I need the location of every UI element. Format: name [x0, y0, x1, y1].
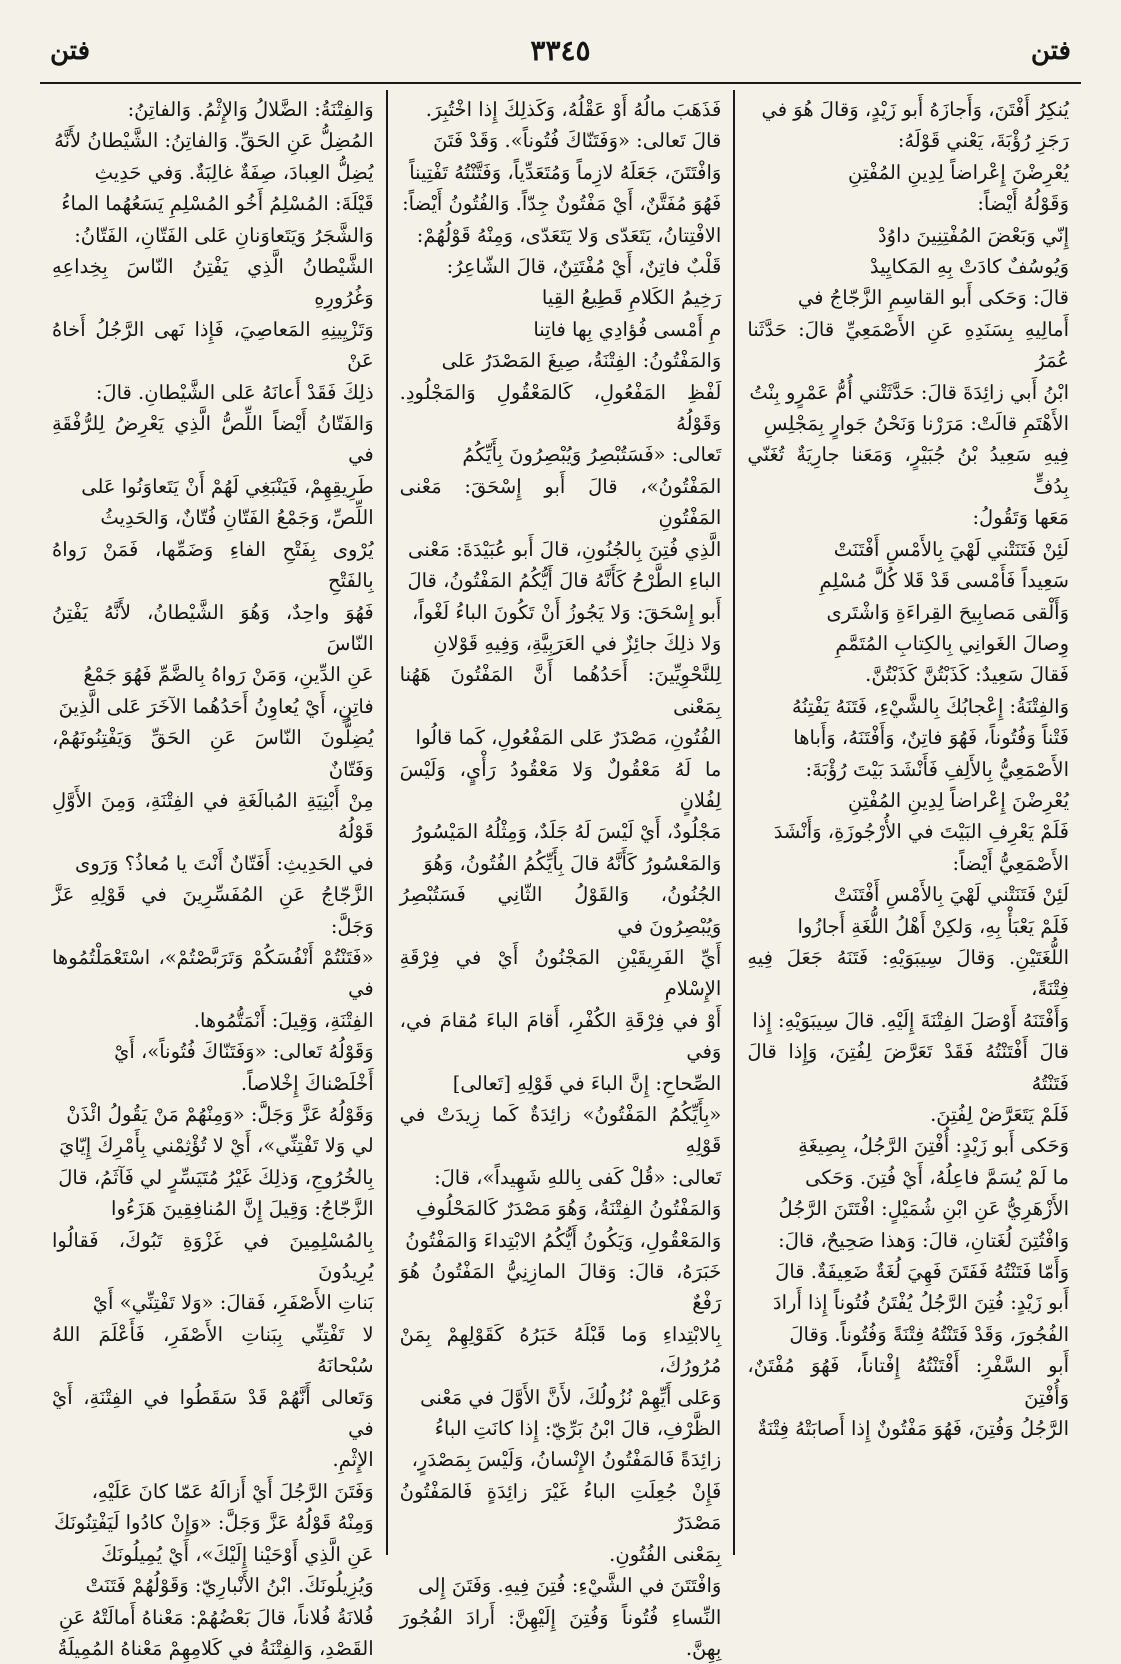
text-line: فَتْناً وَفُتُوناً، فَهُوَ فاتِنٌ، وَأَفْتَنَهُ، وَأَباها: [747, 722, 1069, 753]
text-line: وَالمَفْتُونُ الفِتْنَةُ، وَهُوَ مَصْدَرٌ كَالمَحْلُوفِ: [400, 1193, 722, 1224]
text-line: بِمَعْنى الفُتُونِ.: [400, 1539, 722, 1570]
text-line: تَعالى: «قُلْ كَفى بِاللهِ شَهِيداً»، قالَ:: [400, 1162, 722, 1193]
text-line: وَمِنْهُ قَوْلُهُ عَزَّ وَجَلَّ: «وَإِنْ كادُوا لَيَفْتِنُونَكَ: [52, 1507, 374, 1538]
text-line: فَإِنْ جُعِلَتِ الباءُ غَيْرَ زائِدَةٍ فَالمَفْتُونُ مَصْدَرٌ: [400, 1476, 722, 1539]
text-line: وَالفِتْنَةُ: الضَّلالُ وَالإِثْمُ. وَالفاتِنُ:: [52, 94, 374, 125]
text-line: وَالشَّجَرُ وَيَتَعاوَنانِ عَلى الفَتّانِ، الفَتّانُ:: [52, 220, 374, 251]
text-line: الفُجُورَ، وَقَدْ فَتَنْتُهُ فِتْنَةً وَفُتُوناً. وَقالَ: [747, 1319, 1069, 1350]
text-line: ذلِكَ فَقَدْ أَعانَهُ عَلى الشَّيْطانِ. قالَ:: [52, 377, 374, 408]
text-line: بِالمُسْلِمِينَ في غَزْوَةِ تَبُوكَ، فَقالُوا يُرِيدُونَ: [52, 1225, 374, 1288]
text-line: الجُنُونُ، وَالقَوْلُ الثّانِي فَسَتُبْصِرُ وَيُبْصِرُونَ في: [400, 879, 722, 942]
text-line: وَحَكى أَبو زَيْدٍ: أُفْتِنَ الرَّجُلُ، بِصِيغَةِ: [747, 1130, 1069, 1161]
text-line: خَبَرَهُ، قالَ: وَقالَ المازِنِيُّ المَفْتُونُ هُوَ رَفْعٌ: [400, 1256, 722, 1319]
text-line: الافْتِتانُ، يَتَعَدّى وَلا يَتَعَدّى، وَمِنْهُ قَوْلُهُمْ:: [400, 220, 722, 251]
text-line: قَلْبٌ فاتِنٌ، أَيْ مُفْتَتِنٌ، قالَ الشّاعِرُ:: [400, 251, 722, 282]
text-line: الأَصْمَعِيُّ أَيْضاً:: [747, 848, 1069, 879]
text-line: وَافْتُتِنَ لُغَتانِ، قالَ: وَهذا صَحِيحٌ، قالَ:: [747, 1225, 1069, 1256]
text-line: لي وَلا تَفْتِنِّي»، أَيْ لا تُؤْثِمْني بِأَمْرِكَ إِيّايَ: [52, 1130, 374, 1161]
text-column-left: [40, 88, 386, 1555]
text-line: وَقَوْلُهُ تَعالى: «وَفَتَنّاكَ فُتُوناً»، أَيْ: [52, 1036, 374, 1067]
text-line: فُلانَةُ فُلاناً، قالَ بَعْضُهُمْ: مَعْناهُ أَمالَتْهُ عَنِ: [52, 1602, 374, 1633]
text-line: الفُتُونِ، مَصْدَرٌ عَلى المَفْعُولِ، كَما قالُوا: [400, 722, 722, 753]
text-line: عَنِ الَّذِي أَوْحَيْنا إِلَيْكَ»، أَيْ يُمِيلُونَكَ: [52, 1539, 374, 1570]
text-line: الَّذِي فُتِنَ بِالجُنُونِ، قالَ أَبو عُبَيْدَةَ: مَعْنى: [400, 534, 722, 565]
text-line: فَلَمْ يَعْرِفِ البَيْتَ في الأُرْجُوزَةِ، وَأَنْشَدَ: [747, 816, 1069, 847]
text-line: أَخْلَصْناكَ إِخْلاصاً.: [52, 1068, 374, 1099]
text-line: الظَّرْفِ، قالَ ابْنُ بَرِّيّ: إِذا كانَتِ الباءُ: [400, 1413, 722, 1444]
text-line: قالَ: وَحَكى أَبو القاسِمِ الزَّجّاجُ في: [747, 282, 1069, 313]
text-line: «فَتَنْتُمْ أَنْفُسَكُمْ وَتَرَبَّصْتُمْ»، اسْتَعْمَلْتُمُوها في: [52, 942, 374, 1005]
text-line: فَهُوَ واحِدٌ، وَهُوَ الشَّيْطانُ، لأَنَّهُ يَفْتِنُ النّاسَ: [52, 597, 374, 660]
text-line: قَيْلَةَ: المُسْلِمُ أَخُو المُسْلِمِ يَسَعُهُما الماءُ: [52, 188, 374, 219]
text-line: الأَصْمَعِيُّ بِالأَلِفِ فَأَنْشَدَ بَيْتَ رُؤْبَةَ:: [747, 754, 1069, 785]
running-head-left: فتن: [50, 36, 90, 66]
text-line: وَأَمّا فَتَنْتُهُ فَفَتَنَ فَهِيَ لُغَةٌ ضَعِيفَةٌ. قالَ: [747, 1256, 1069, 1287]
text-line: الأَزْهَرِيُّ عَنِ ابْنِ شُمَيْلٍ: افْتَتَنَ الرَّجُلُ: [747, 1193, 1069, 1224]
text-line: إِنّي وَبَعْضَ المُفْتِنِينَ داوُدْ: [747, 220, 1069, 251]
text-line: الباءِ الطَّرْحُ كَأَنَّهُ قالَ أَيُّكُمُ المَفْتُونُ، قالَ: [400, 565, 722, 596]
text-line: بِالخُرُوجِ، وَذلِكَ غَيْرُ مُتَيَسِّرٍ لي فَآثَمُ، قالَ: [52, 1162, 374, 1193]
text-line: اللِّصِّ، وَجَمْعُ الفَتّانِ فُتّانٌ، وَالحَدِيثُ: [52, 502, 374, 533]
text-line: سَعِيداً فَأَمْسى قَدْ قَلا كُلَّ مُسْلِمِ: [747, 565, 1069, 596]
text-line: لا تَفْتِنِّي بِبَناتِ الأَصْفَرِ، فَأَعْلَمَ اللهُ سُبْحانَهُ: [52, 1319, 374, 1382]
text-line: لِلنَّحْوِيِّينَ: أَحَدُهُما أَنَّ المَفْتُونَ هَهُنا بِمَعْنى: [400, 659, 722, 722]
text-line: لَئِنْ فَتَنَتْني لَهْيَ بِالأَمْسِ أَفْتَنَتْ: [747, 879, 1069, 910]
text-line: الشَّيْطانُ الَّذِي يَفْتِنُ النّاسَ بِخِداعِهِ وَغُرُورِهِ: [52, 251, 374, 314]
page-number: ٣٣٤٥: [530, 34, 590, 67]
text-line: اللُّغَتَيْنِ. وَقالَ سِيبَوَيْهِ: فَتَنَهُ جَعَلَ فِيهِ فِتْنَةً،: [747, 942, 1069, 1005]
text-line: أَبو زَيْدٍ: فُتِنَ الرَّجُلُ يُفْتَنُ فُتُوناً إِذا أَرادَ: [747, 1287, 1069, 1318]
text-line: الأَهْتَمِ قالَتْ: مَرَرْنا وَنَحْنُ جَوارٍ بِمَجْلِسِ: [747, 408, 1069, 439]
text-line: وَافْتَتَنَ، جَعَلَهُ لازِماً وَمُتَعَدِّياً، وَفَتَّنْتُهُ تَفْتِيناً: [400, 157, 722, 188]
page-header: [40, 28, 1081, 78]
text-line: قالَ تَعالى: «وَفَتَنّاكَ فُتُوناً». وَقَدْ فَتَنَ: [400, 125, 722, 156]
text-line: وِصالَ الغَوانِي بِالكِتابِ المُتَمَّمِ: [747, 628, 1069, 659]
text-line: الزَّجّاجُ عَنِ المُفَسِّرِينَ في قَوْلِهِ عَزَّ وَجَلَّ:: [52, 879, 374, 942]
text-line: طَرِيقِهِمْ، فَيَنْبَغِي لَهُمْ أَنْ يَتَعاوَنُوا عَلى: [52, 471, 374, 502]
text-line: وَأَفْتَنَهُ أَوْصَلَ الفِتْنَةَ إِلَيْهِ. قالَ سِيبَوَيْهِ: إِذا: [747, 1005, 1069, 1036]
text-line: فَلَمْ يَعْبَأْ بِهِ، وَلكِنْ أَهْلُ اللُّغَةِ أَجازُوا: [747, 911, 1069, 942]
text-line: الزَّجّاجُ: وَقِيلَ إِنَّ المُنافِقِينَ هَزَءُوا: [52, 1193, 374, 1224]
text-line: وَيُوسُفٌ كادَتْ بِهِ المَكايِيدْ: [747, 251, 1069, 282]
text-line: فَقالَ سَعِيدٌ: كَذَبْتُنَّ كَذَبْتُنَّ.: [747, 659, 1069, 690]
text-line: وَالمَعْسُورُ كَأَنَّهُ قالَ بِأَيِّكُمُ الفُتُونُ، وَهُوَ: [400, 848, 722, 879]
text-line: القَصْدِ، وَالفِتْنَةُ في كَلامِهِمْ مَعْناهُ المُمِيلَةُ: [52, 1633, 374, 1664]
text-line: النِّساءِ فُتُوناً وَفُتِنَ إِلَيْهِنَّ: أَرادَ الفُجُورَ بِهِنَّ.: [400, 1602, 722, 1664]
text-line: وَأَلْقى مَصابِيحَ القِراءَةِ وَاشْتَرى: [747, 597, 1069, 628]
text-line: يُضِلُّونَ النّاسَ عَنِ الحَقِّ وَيَفْتِنُونَهُمْ، وَفَتّانٌ: [52, 722, 374, 785]
text-line: فِيهِ سَعِيدُ بْنُ جُبَيْرٍ، وَمَعَنا جارِيَةٌ تُغَنّي بِدُفٍّ: [747, 439, 1069, 502]
text-line: وَافْتَتَنَ في الشَّيْءِ: فُتِنَ فِيهِ. وَفَتَنَ إِلى: [400, 1570, 722, 1601]
text-line: قالَ أَفْتَنْتُهُ فَقَدْ تَعَرَّضَ لِفُتِنَ، وَإِذا قالَ فَتَنْتُهُ: [747, 1036, 1069, 1099]
text-line: مِ أَمْسى فُؤادِي بِها فاتِنا: [400, 314, 722, 345]
text-line: يُرْوى بِفَتْحِ الفاءِ وَضَمِّها، فَمَنْ رَواهُ بِالفَتْحِ: [52, 534, 374, 597]
text-line: مِنْ أَبْنِيَةِ المُبالَغَةِ في الفِتْنَةِ، وَمِنَ الأَوَّلِ قَوْلُهُ: [52, 785, 374, 848]
text-line: أَمالِيهِ بِسَنَدِهِ عَنِ الأَصْمَعِيِّ قالَ: حَدَّثَنا عُمَرُ: [747, 314, 1069, 377]
text-line: أَوْ في فِرْقَةِ الكُفْرِ، أَقامَ الباءَ مُقامَ في، وَفي: [400, 1005, 722, 1068]
text-line: بَناتِ الأَصْفَرِ، فَقالَ: «وَلا تَفْتِنِّي» أَيْ: [52, 1287, 374, 1318]
text-line: بِالابْتِداءِ وَما قَبْلَهُ خَبَرُهُ كَقَوْلِهِمْ بِمَنْ مُرُورُكَ،: [400, 1319, 722, 1382]
text-line: وَتَزْيِينِهِ المَعاصِيَ، فَإِذا نَهى الرَّجُلُ أَخاهُ عَنْ: [52, 314, 374, 377]
text-line: وَفَتَنَ الرَّجُلَ أَيْ أَزالَهُ عَمّا كانَ عَلَيْهِ،: [52, 1476, 374, 1507]
text-line: وَيُزِيلُونَكَ. ابْنُ الأَنْبارِيّ: وَقَوْلُهُمْ فَتَنَتْ: [52, 1570, 374, 1601]
text-line: مَعَها وَتَقُولُ:: [747, 502, 1069, 533]
text-columns: [40, 88, 1081, 1555]
text-line: رَجَزِ رُؤْبَةَ، يَعْني قَوْلَهُ:: [747, 125, 1069, 156]
text-line: أَبو السَّفْرِ: أَفْتَنْتُهُ إِفْتاناً، فَهُوَ مُفْتَنٌ، وَأُفْتِنَ: [747, 1350, 1069, 1413]
text-line: وَقَوْلُهُ عَزَّ وَجَلَّ: «وَمِنْهُمْ مَنْ يَقُولُ ائْذَنْ: [52, 1099, 374, 1130]
text-line: رَخِيمُ الكَلامِ قَطِيعُ القِيا: [400, 282, 722, 313]
text-line: الفِتْنَةِ، وَقِيلَ: أَنْمَتُّمُوها.: [52, 1005, 374, 1036]
text-line: وَالمَعْقُولِ، وَيَكُونُ أَيُّكُمُ الابْتِداءَ وَالمَفْتُونُ: [400, 1225, 722, 1256]
text-line: أَبو إِسْحَقَ: وَلا يَجُوزُ أَنْ تَكُونَ الباءُ لَغْواً،: [400, 597, 722, 628]
text-line: لَفْظِ المَفْعُولِ، كَالمَعْقُولِ وَالمَجْلُودِ. وَقَوْلُهُ: [400, 377, 722, 440]
text-line: يُنكِرُ أَفْتَنَ، وَأَجازَهُ أَبو زَيْدٍ، وَقالَ هُوَ في: [747, 94, 1069, 125]
text-column-right: [735, 88, 1081, 1555]
text-line: ما لَمْ يُسَمَّ فاعِلُهُ، أَيْ فُتِنَ. وَحَكى: [747, 1162, 1069, 1193]
text-line: فَلَمْ يَتَعَرَّضْ لِفُتِنَ.: [747, 1099, 1069, 1130]
text-line: الصِّحاحِ: إِنَّ الباءَ في قَوْلِهِ [تَعالى]: [400, 1068, 722, 1099]
text-line: ابْنُ أَبي زائِدَةَ قالَ: حَدَّثَتْني أُمُّ عَمْرٍو بِنْتُ: [747, 377, 1069, 408]
text-line: فَذَهَبَ مالُهُ أَوْ عَقْلُهُ، وَكَذلِكَ إِذا اخْتُبِرَ.: [400, 94, 722, 125]
text-line: الرَّجُلُ وَفُتِنَ، فَهُوَ مَفْتُونٌ إِذا أَصابَتْهُ فِتْنَةٌ: [747, 1413, 1069, 1444]
text-line: المَفْتُونُ»، قالَ أَبو إِسْحَقَ: مَعْنى المَفْتُونِ: [400, 471, 722, 534]
text-line: ما لَهُ مَعْقُولٌ وَلا مَعْقُودُ رَأْيٍ، وَلَيْسَ لِفُلانٍ: [400, 754, 722, 817]
text-line: مَجْلُودٌ، أَيْ لَيْسَ لَهُ جَلَدٌ، وَمِثْلُهُ المَيْسُورُ: [400, 816, 722, 847]
text-line: فَهُوَ مُفَتَّنٌ، أَيْ مَفْتُونٌ جِدّاً. وَالفُتُونُ أَيْضاً:: [400, 188, 722, 219]
text-line: في الحَدِيثِ: أَفَتّانٌ أَنْتَ يا مُعاذُ؟ وَرَوى: [52, 848, 374, 879]
text-line: وَعَلى أَيِّهِمْ نُزُولُكَ، لأَنَّ الأَوَّلَ في مَعْنى: [400, 1382, 722, 1413]
text-line: وَتَعالى أَنَّهُمْ قَدْ سَقَطُوا في الفِتْنَةِ، أَيْ في: [52, 1382, 374, 1445]
text-line: فاتِنٍ، أَيْ يُعاوِنُ أَحَدُهُما الآخَرَ عَلى الَّذِينَ: [52, 691, 374, 722]
text-line: الإِثْمِ.: [52, 1444, 374, 1475]
text-line: يُعْرِضْنَ إِعْراضاً لِدِينِ المُفْتِنِ: [747, 785, 1069, 816]
text-line: زائِدَةً فَالمَفْتُونُ الإِنْسانُ، وَلَيْسَ بِمَصْدَرٍ،: [400, 1444, 722, 1475]
text-line: لَئِنْ فَتَنَتْني لَهْيَ بِالأَمْسِ أَفْتَنَتْ: [747, 534, 1069, 565]
text-line: أَيِّ الفَرِيقَيْنِ المَجْنُونُ أَيْ في فِرْقَةِ الإِسْلامِ: [400, 942, 722, 1005]
header-rule: [40, 82, 1081, 84]
text-line: وَالفَتّانُ أَيْضاً اللِّصُّ الَّذِي يَعْرِضُ لِلرُّفْقَةِ في: [52, 408, 374, 471]
text-line: وَالفِتْنَةُ: إِعْجابُكَ بِالشَّيْءِ، فَتَنَهُ يَفْتِنُهُ: [747, 691, 1069, 722]
running-head-right: فتن: [1031, 36, 1071, 66]
text-line: المُضِلُّ عَنِ الحَقِّ. وَالفاتِنُ: الشَّيْطانُ لأَنَّهُ: [52, 125, 374, 156]
text-line: يُعْرِضْنَ إِعْراضاً لِدِينِ المُفْتِنِ: [747, 157, 1069, 188]
text-column-middle: [388, 88, 734, 1555]
text-line: يُضِلُّ العِبادَ، صِفَةٌ غالِبَةٌ. وَفي حَدِيثِ: [52, 157, 374, 188]
text-line: تَعالى: «فَسَتُبْصِرُ وَيُبْصِرُونَ بِأَيِّكُمُ: [400, 439, 722, 470]
text-line: وَلا ذلِكَ جائِزٌ في العَرَبِيَّةِ، وَفِيهِ قَوْلانِ: [400, 628, 722, 659]
text-line: وَقَوْلُهُ أَيْضاً:: [747, 188, 1069, 219]
text-line: وَالمَفْتُونُ: الفِتْنَةُ، صِيغَ المَصْدَرُ عَلى: [400, 345, 722, 376]
text-line: عَنِ الدِّينِ، وَمَنْ رَواهُ بِالضَّمِّ فَهُوَ جَمْعُ: [52, 659, 374, 690]
text-line: «بِأَيِّكُمُ المَفْتُونُ» زائِدَةٌ كَما زِيدَتْ في قَوْلِهِ: [400, 1099, 722, 1162]
